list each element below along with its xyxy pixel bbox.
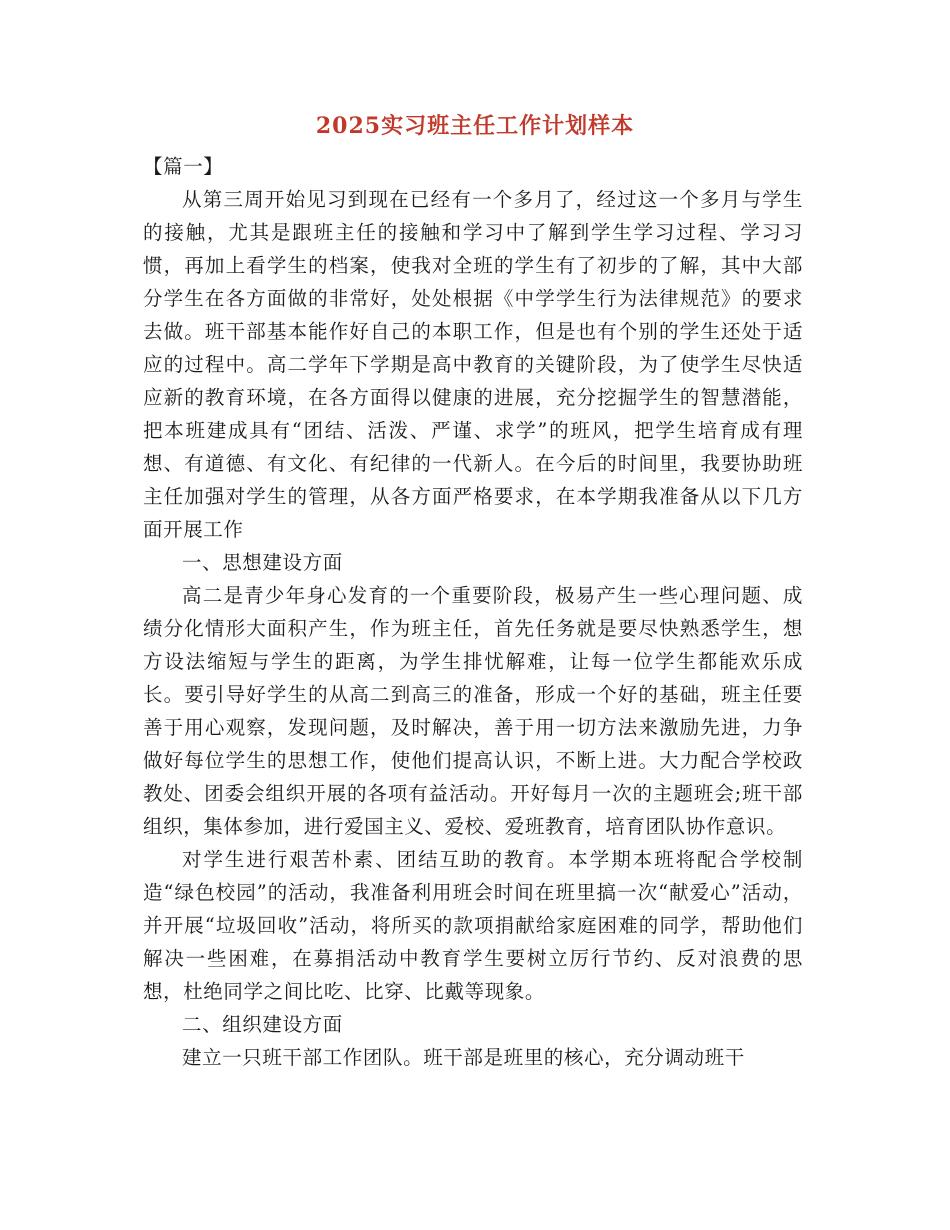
heading-ideology: 一、思想建设方面 [182,551,343,574]
document-body [143,150,803,1074]
section-mark: 【篇一】 [143,155,224,178]
paragraph-intro: 从第三周开始见习到现在已经有一个多月了，经过这一个多月与学生的接触，尤其是跟班主任的接触和学习中了解到学生学习过程、学习习惯，再加上看学生的档案，使我对全班的学生有了初步的了解，其中大部分学生在各方面做的非常好，处处根据《中学学生行为法律规范》的要求去做。班干部基本能作好自己的本职工作，但是也有个别的学生还处于适应的过程中。高二学年下学期是高中教育的关键阶段，为了使学生尽快适应新的教育环境，在各方面得以健康的进展，充分挖掘学生的智慧潜能，把本班建成具有“团结、活泼、严谨、求学”的班风，把学生培育成有理想、有道德、有文化、有纪律的一代新人。在今后的时间里，我要协助班主任加强对学生的管理，从各方面严格要求，在本学期我准备从以下几方面开展工作 [143,188,803,541]
paragraph-ideology: 高二是青少年身心发育的一个重要阶段，极易产生一些心理问题、成绩分化情形大面积产生，作为班主任，首先任务就是要尽快熟悉学生，想方设法缩短与学生的距离，为学生排忧解难，让每一位学生都能欢乐成长。要引导好学生的从高二到高三的准备，形成一个好的基础，班主任要善于用心观察，发现问题，及时解决，善于用一切方法来激励先进，力争做好每位学生的思想工作，使他们提高认识，不断上进。大力配合学校政教处、团委会组织开展的各项有益活动。开好每月一次的主题班会;班干部组织，集体参加，进行爱国主义、爱校、爱班教育，培育团队协作意识。 [143,584,803,838]
paragraph-hardship-education: 对学生进行艰苦朴素、团结互助的教育。本学期本班将配合学校制造“绿色校园”的活动，我准备利用班会时间在班里搞一次“献爱心”活动，并开展“垃圾回收”活动，将所买的款项捐献给家庭困难的同学，帮助他们解决一些困难，在募捐活动中教育学生要树立厉行节约、反对浪费的思想，杜绝同学之间比吃、比穿、比戴等现象。 [143,848,803,1003]
paragraph-organization: 建立一只班干部工作团队。班干部是班里的核心，充分调动班干 [182,1046,745,1069]
document-title: 2025实习班主任工作计划样本 [315,113,635,139]
heading-organization: 二、组织建设方面 [182,1013,343,1036]
